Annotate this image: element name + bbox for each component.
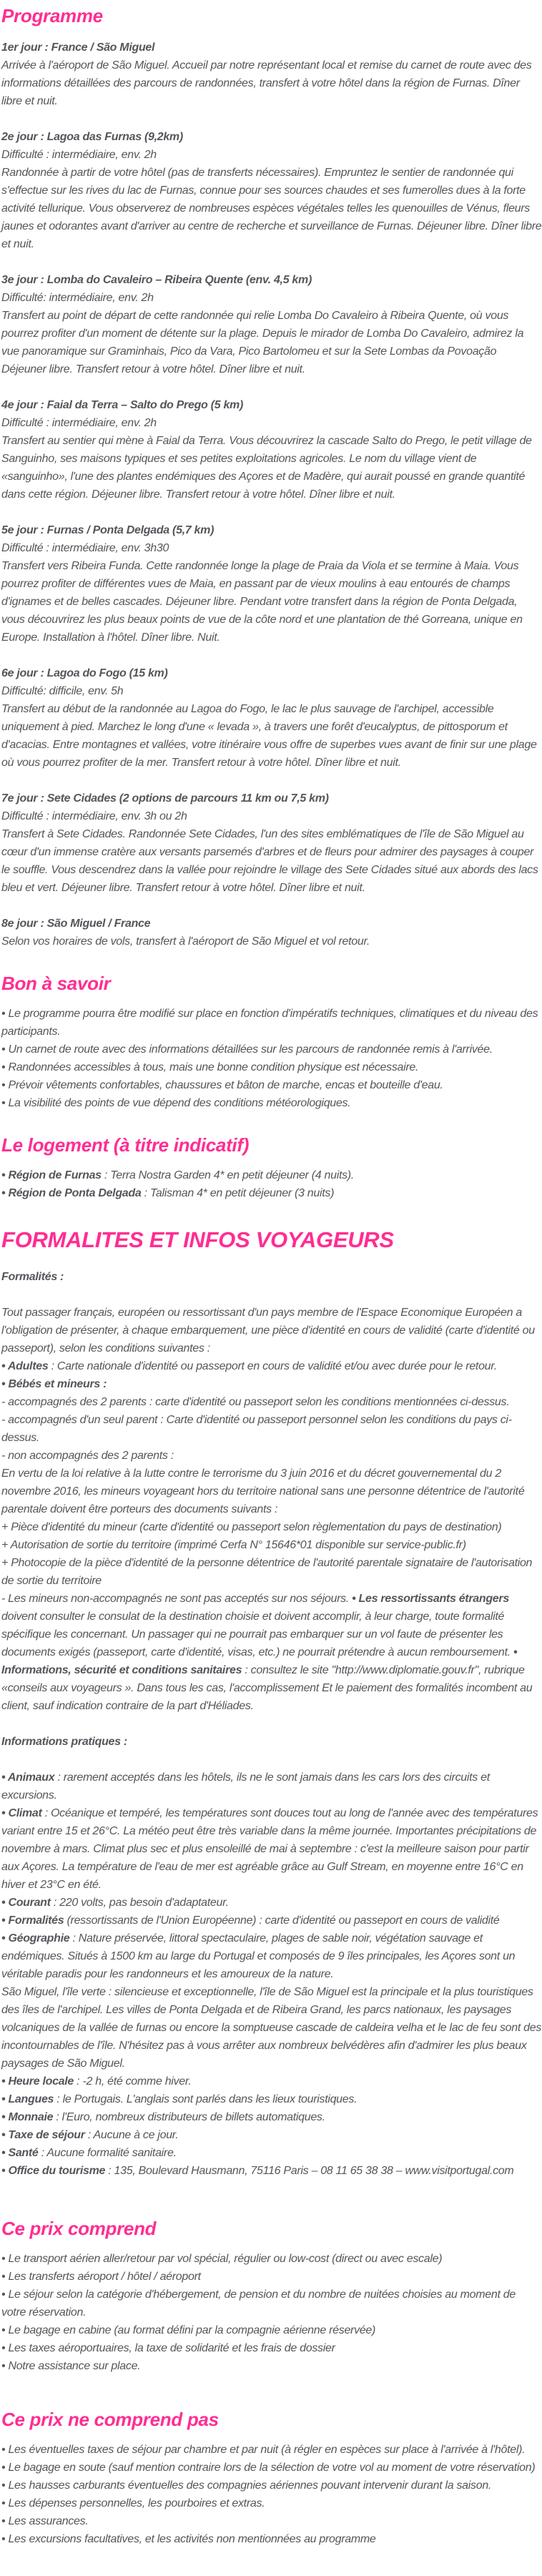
formalites-intro: Tout passager français, européen ou ressortissant d'un pays membre de l'Espace Economique Européen a l'obligation de présenter, à chaque embarquement, une pièce d'identité en cours de validité (carte d'identité ou passeport), selon les conditions suivantes :	[1, 1307, 535, 1355]
bullet-text: (ressortissants de l'Union Européenne) : carte d'identité ou passeport en cours de validité	[64, 1914, 500, 1927]
bullet-label: • Animaux	[1, 1771, 55, 1784]
bullet-item	[1, 1184, 542, 1202]
prix-ne-comprend-pas-list	[1, 2441, 542, 2548]
formalites-text: : consultez le site "http://www.diplomatie.gouv.fr", rubrique «conseils aux voyageurs ». Dans tous les cas, l'accomplissement Et le paiement des formalités incombent au client, sauf indication contraire de la part d'Héliades.	[1, 1664, 533, 1712]
bullet-item	[1, 1804, 542, 1894]
day-description: Transfert au sentier qui mène à Faial da Terra. Vous découvrirez la cascade Salto do Prego, le petit village de Sanguinho, ses maisons typiques et ses petites exploitations agricoles. Le nom du village vient de «sanguinho», l'une des plantes endémiques des Açores et de Madère, qui aurait poussé en grande quantité dans cette région. Déjeuner libre. Transfert retour à votre hôtel. Dîner libre et nuit.	[1, 435, 532, 501]
bullet-item	[1, 1166, 542, 1184]
bullet-text: : 135, Boulevard Hausmann, 75116 Paris – 08 11 65 38 38 – www.visitportugal.com	[105, 2165, 514, 2177]
programme-heading: Programme	[1, 5, 103, 26]
bullet-item: • Notre assistance sur place.	[1, 2360, 141, 2372]
day-description: Transfert à Sete Cidades. Randonnée Sete Cidades, l'un des sites emblématiques de l'île de São Miguel au cœur d'un immense cratère aux versants parsemés d'arbres et de fleurs pour admirer des paysages à couper le souffle. Vous descendrez dans la vallée pour rejoindre le village des Sete Cidades situé aux abords des lacs bleu et vert. Déjeuner libre. Transfert retour à votre hôtel. Dîner libre et nuit.	[1, 828, 538, 894]
formalites-line: + Autorisation de sortie du territoire (imprimé Cerfa N° 15646*01 disponible sur service-public.fr)	[1, 1539, 466, 1551]
bullet-label: • Bébés et mineurs :	[1, 1378, 107, 1390]
bullet-text: : Talisman 4* en petit déjeuner (3 nuits)	[141, 1187, 335, 1199]
bullet-text: : Océanique et tempéré, les températures sont douces tout au long de l'année avec des températures variant entre 15 et 26°C. La météo peut être très variable dans la même journée. Importantes précipitations de novembre à mars. Climat plus sec et plus ensoleillé de mai à septembre : c'est la meilleure saison pour partir aux Açores. La température de l'eau de mer est agréable grâce au Gulf Stream, en moyenne entre 16°C en hiver et 23°C en été.	[1, 1807, 538, 1891]
day-block	[1, 521, 542, 647]
bullet-label: • Office du tourisme	[1, 2165, 106, 2177]
bullet-label: • Région de Furnas	[1, 1169, 102, 1181]
day-title: 6e jour : Lagoa do Fogo (15 km)	[1, 667, 168, 679]
day-block	[1, 915, 542, 950]
formalites-line: En vertu de la loi relative à la lutte contre le terrorisme du 3 juin 2016 et du décret gouvernemental du 2 novembre 2016, les mineurs voyageant hors du territoire national sans une personne détentrice de l'autorité parentale doivent être porteurs des documents suivants :	[1, 1468, 525, 1515]
bullet-label: • Géographie	[1, 1932, 70, 1945]
bullet-text: : Nature préservée, littoral spectaculaire, plages de sable noir, végétation sauvage et endémiques. Situés à 1500 km au large du Portugal et composés de 9 îles principales, les Açores sont un véritable paradis pour les randonneurs et les amoureux de la nature.	[1, 1932, 516, 1980]
day-title: 5e jour : Furnas / Ponta Delgada (5,7 km)	[1, 524, 215, 536]
day-description: Arrivée à l'aéroport de São Miguel. Accueil par notre représentant local et remise du carnet de route avec des informations détaillées des parcours de randonnées, transfert à votre hôtel dans la région de Furnas. Dîner libre et nuit.	[1, 59, 532, 107]
bullet-item: • Prévoir vêtements confortables, chaussures et bâton de marche, encas et bouteille d'eau.	[1, 1079, 443, 1091]
logement-heading: Le logement (à titre indicatif)	[1, 1134, 250, 1156]
bullet-item: • Les transferts aéroport / hôtel / aéroport	[1, 2271, 201, 2283]
prix-comprend-heading: Ce prix comprend	[1, 2218, 157, 2239]
day-difficulty: Difficulté: difficile, env. 5h	[1, 685, 124, 697]
formalites-line: - accompagnés des 2 parents : carte d'identité ou passeport selon les conditions mentionnées ci-dessus.	[1, 1396, 510, 1408]
bullet-item: • Un carnet de route avec des informations détaillées sur les parcours de randonnée remis à l'arrivée.	[1, 1043, 493, 1056]
formalites-line: - non accompagnés des 2 parents :	[1, 1450, 174, 1462]
bullet-item	[1, 1894, 542, 1912]
bullet-item: • Le transport aérien aller/retour par vol spécial, régulier ou low-cost (direct ou avec escale)	[1, 2253, 443, 2265]
bullet-item	[1, 2144, 542, 2162]
prix-comprend-list	[1, 2250, 542, 2375]
bullet-item: • La visibilité des points de vue dépend des conditions météorologiques.	[1, 1097, 351, 1109]
prix-ne-comprend-pas-heading: Ce prix ne comprend pas	[1, 2409, 219, 2430]
bullet-text: : le Portugais. L'anglais sont parlés dans les lieux touristiques.	[54, 2093, 358, 2105]
bullet-item: • Les assurances.	[1, 2515, 89, 2527]
bullet-item: • Le séjour selon la catégorie d'hébergement, de pension et du nombre de nuitées choisies au moment de votre réservation.	[1, 2289, 516, 2319]
bullet-item	[1, 2126, 542, 2144]
bon-a-savoir-list	[1, 1005, 542, 1112]
formalites-line: - accompagnés d'un seul parent : Carte d'identité ou passeport personnel selon les conditions du pays ci-dessus.	[1, 1414, 512, 1444]
day-block	[1, 128, 542, 253]
bullet-item	[1, 2073, 542, 2090]
formalites-mixed-paragraph	[1, 1590, 542, 1715]
bullet-item	[1, 2162, 542, 2180]
bullet-item	[1, 1912, 542, 1929]
bullet-item: • Les taxes aéroportuaires, la taxe de solidarité et les frais de dossier	[1, 2342, 335, 2354]
day-description: Randonnée à partir de votre hôtel (pas de transferts nécessaires). Empruntez le sentier de randonnée qui s'effectue sur les rives du lac de Furnas, connue pour ses sources chaudes et ses fumerolles dues à la forte activité tellurique. Vous observerez de nombreuses espèces végétales telles les quenouilles de Vénus, fleurs jaunes et odorantes avant d'arriver au centre de recherche et surveillance de Furnas. Déjeuner libre. Dîner libre et nuit.	[1, 167, 542, 250]
bullet-label: • Taxe de séjour	[1, 2129, 85, 2141]
day-description: Transfert vers Ribeira Funda. Cette randonnée longe la plage de Praia da Viola et se termine à Maia. Vous pourrez profiter de différentes vues de Maia, en passant par de vieux moulins à eau entourés de champs d'ignames et de belles cascades. Déjeuner libre. Pendant votre transfert dans la région de Ponta Delgada, vous découvrirez les plus beaux points de vue de la côte nord et une plantation de thé Gorreana, unique en Europe. Installation à l'hôtel. Dîner libre. Nuit.	[1, 560, 523, 644]
bullet-item: • Le programme pourra être modifié sur place en fonction d'impératifs techniques, climatiques et du niveau des participants.	[1, 1008, 538, 1038]
formalites-text: doivent consulter le consulat de la destination choisie et doivent accomplir, à leur charge, toute formalité spécifique les concernant. Un passager qui ne pourrait pas embarquer sur un vol faute de présenter les documents exigés (passeport, carte d'identité, visas, etc.) ne pourrait prétendre à aucun remboursement.	[1, 1611, 513, 1658]
formalites-line: + Pièce d'identité du mineur (carte d'identité ou passeport selon règlementation du pays de destination)	[1, 1521, 502, 1533]
formalites-heading: FORMALITES ET INFOS VOYAGEURS	[1, 1227, 394, 1252]
bullet-item: • Les hausses carburants éventuelles des compagnies aériennes pouvant intervenir durant la saison.	[1, 2479, 492, 2492]
bullet-item	[1, 1357, 542, 1375]
bullet-label: • Formalités	[1, 1914, 64, 1927]
day-title: 1er jour : France / São Miguel	[1, 41, 155, 54]
bullet-label: • Monnaie	[1, 2111, 54, 2123]
formalites-subtitle: Formalités :	[1, 1271, 64, 1283]
formalites-text: - Les mineurs non-accompagnés ne sont pas acceptés sur nos séjours.	[1, 1593, 353, 1605]
bullet-label: • Informations, sécurité et conditions sanitaires	[1, 1646, 518, 1676]
day-block	[1, 396, 542, 503]
logement-list	[1, 1166, 542, 1202]
day-title: 2e jour : Lagoa das Furnas (9,2km)	[1, 131, 183, 143]
bullet-item: • Randonnées accessibles à tous, mais une bonne condition physique est nécessaire.	[1, 1061, 419, 1073]
bullet-text: : Aucune à ce jour.	[84, 2129, 179, 2141]
bullet-item: • Le bagage en cabine (au format défini par la compagnie aérienne réservée)	[1, 2324, 376, 2336]
bullet-item: • Les excursions facultatives, et les activités non mentionnées au programme	[1, 2533, 376, 2545]
formalites-line: + Photocopie de la pièce d'identité de la personne détentrice de l'autorité parentale signataire de l'autorisation de sortie du territoire	[1, 1557, 533, 1587]
day-block	[1, 271, 542, 378]
day-description: Transfert au point de départ de cette randonnée qui relie Lomba Do Cavaleiro à Ribeira Quente, où vous pourrez profiter d'un moment de détente sur la plage. Depuis le mirador de Lomba Do Cavaleiro, admirez la vue panoramique sur Graminhais, Pico da Vara, Pico Bartolomeu et sur la Sete Lombas da Povoação Déjeuner libre. Transfert retour à votre hôtel. Dîner libre et nuit.	[1, 310, 524, 375]
day-block	[1, 790, 542, 897]
bullet-text: : Terra Nostra Garden 4* en petit déjeuner (4 nuits).	[101, 1169, 354, 1181]
bullet-text: : -2 h, été comme hiver.	[74, 2075, 192, 2088]
bullet-item: • Le bagage en soute (sauf mention contraire lors de la sélection de votre vol au moment de votre réservation)	[1, 2462, 536, 2474]
bullet-label: • Santé	[1, 2147, 39, 2159]
day-block	[1, 39, 542, 110]
bullet-label: • Adultes	[1, 1360, 49, 1372]
bullet-label: • Langues	[1, 2093, 54, 2105]
bullet-item: • Les dépenses personnelles, les pourboires et extras.	[1, 2497, 265, 2509]
formalites-body	[1, 1304, 542, 1715]
bullet-label: • Climat	[1, 1807, 42, 1819]
bullet-label: • Les ressortissants étrangers	[352, 1593, 509, 1605]
bullet-item: • Les éventuelles taxes de séjour par chambre et par nuit (à régler en espèces sur place à l'arrivée à l'hôtel).	[1, 2444, 526, 2456]
day-title: 8e jour : São Miguel / France	[1, 918, 151, 930]
day-title: 4e jour : Faial da Terra – Salto do Prego (5 km)	[1, 399, 243, 411]
day-difficulty: Difficulté: intermédiaire, env. 2h	[1, 292, 154, 304]
day-difficulty: Difficulté : intermédiaire, env. 3h30	[1, 542, 169, 554]
infos-pratiques-list	[1, 1769, 542, 2180]
bon-a-savoir-heading: Bon à savoir	[1, 973, 111, 994]
day-description: Transfert au début de la randonnée au Lagoa do Fogo, le lac le plus sauvage de l'archipel, accessible uniquement à pied. Marchez le long d'une « levada », à travers une forêt d'eucalyptus, de pittosporum et d'acacias. Entre montagnes et vallées, votre itinéraire vous offre de superbes vues avant de finir sur une plage où vous pourrez profiter de la mer. Transfert retour à votre hôtel. Dîner libre et nuit.	[1, 703, 537, 769]
day-description: Selon vos horaires de vols, transfert à l'aéroport de São Miguel et vol retour.	[1, 935, 370, 948]
day-title: 7e jour : Sete Cidades (2 options de parcours 11 km ou 7,5 km)	[1, 792, 329, 805]
bullet-item	[1, 2090, 542, 2108]
bullet-item	[1, 1929, 542, 1983]
bullet-label: • Courant	[1, 1897, 51, 1909]
sao-miguel-paragraph: São Miguel, l'île verte : silencieuse et exceptionnelle, l'île de São Miguel est la principale et la plus touristiques des îles de l'archipel. Les villes de Ponta Delgada et de Ribeira Grand, les parcs nationaux, les paysages volcaniques de la vallée de furnas ou encore la somptueuse cascade de caldeira velha et le lac de feu sont des incontournables de l'île. N'hésitez pas à vous arrêter aux nombreux belvédères afin d'admirer les plus beaux paysages de São Miguel.	[1, 1986, 542, 2070]
bullet-text: : Carte nationale d'identité ou passeport en cours de validité et/ou avec durée pour le retour.	[48, 1360, 497, 1372]
bullet-text: : 220 volts, pas besoin d'adaptateur.	[50, 1897, 229, 1909]
day-block	[1, 664, 542, 772]
day-difficulty: Difficulté : intermédiaire, env. 3h ou 2h	[1, 810, 187, 822]
bullet-text: : Aucune formalité sanitaire.	[38, 2147, 177, 2159]
bullet-text: : l'Euro, nombreux distributeurs de billets automatiques.	[53, 2111, 325, 2123]
day-difficulty: Difficulté : intermédiaire, env. 2h	[1, 417, 157, 429]
bullet-item	[1, 2108, 542, 2126]
bullet-item	[1, 1769, 542, 1804]
day-title: 3e jour : Lomba do Cavaleiro – Ribeira Quente (env. 4,5 km)	[1, 274, 312, 286]
bullet-label: • Heure locale	[1, 2075, 74, 2088]
day-difficulty: Difficulté : intermédiaire, env. 2h	[1, 149, 157, 161]
bullet-label: • Région de Ponta Delgada	[1, 1187, 142, 1199]
bullet-text: : rarement acceptés dans les hôtels, ils ne le sont jamais dans les cars lors des circuits et excursions.	[1, 1771, 490, 1801]
infos-pratiques-subtitle: Informations pratiques :	[1, 1736, 127, 1748]
